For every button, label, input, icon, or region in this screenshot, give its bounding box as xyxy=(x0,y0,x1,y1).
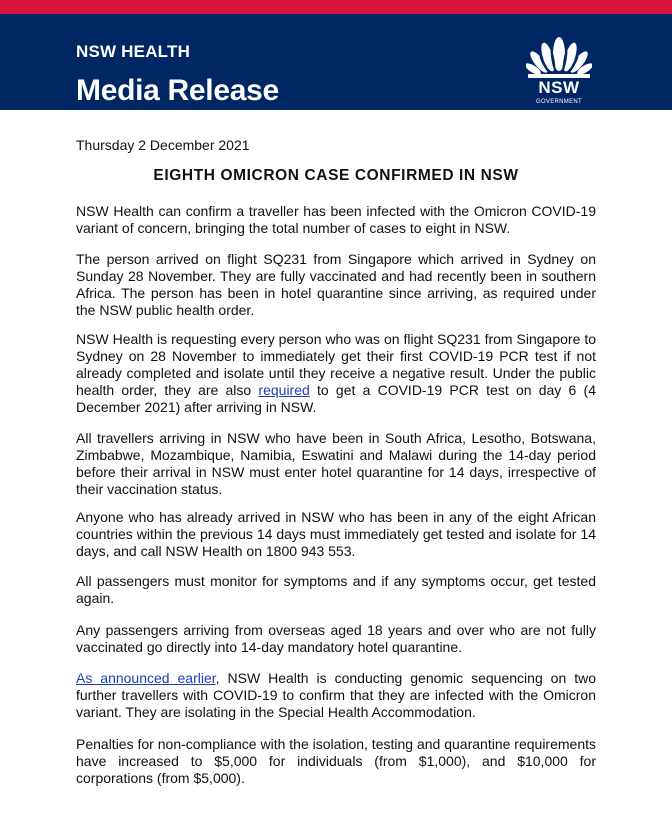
paragraph-6: All passengers must monitor for symptoms and if any symptoms occur, get tested again. xyxy=(76,573,596,606)
paragraph-9: Penalties for non-compliance with the isolation, testing and quarantine requirements have increased to $5,000 for individuals (from $1,000), and $10,000 for corporations (from $5,000). xyxy=(76,736,596,786)
paragraph-7: Any passengers arriving from overseas aged 18 years and over who are not fully vaccinated go directly into 14-day mandatory hotel quarantine. xyxy=(76,622,596,655)
paragraph-8 xyxy=(76,670,596,721)
logo-nsw-text: NSW xyxy=(538,78,580,97)
paragraph-5: Anyone who has already arrived in NSW who has been in any of the eight African countries within the previous 14 days must immediately get tested and isolate for 14 days, and call NSW Health on 1800 943 553. xyxy=(76,509,596,559)
paragraph-3-text-start: NSW Health is requesting every person who was on flight SQ231 from Singapore to Sydney on 28 November to immediately get their first COVID-19 PCR test if not already completed and isolate until they receive a negative result. Under the public health order, they are also xyxy=(76,331,596,398)
waratah-icon xyxy=(526,32,592,78)
paragraph-3-text-end: to get a COVID-19 PCR test on day 6 (4 December 2021) after arriving in NSW. xyxy=(76,382,596,415)
headline: EIGHTH OMICRON CASE CONFIRMED IN NSW xyxy=(153,167,519,184)
page-title: Media Release xyxy=(76,74,279,107)
top-red-stripe xyxy=(0,0,672,14)
paragraph-8-text: , NSW Health is conducting genomic sequencing on two further travellers with COVID-19 to confirm that they are infected with the Omicron variant. They are isolating in the Special Health Accommodation. xyxy=(76,670,596,720)
release-date: Thursday 2 December 2021 xyxy=(76,137,250,153)
logo-government-text: GOVERNMENT xyxy=(535,99,582,105)
paragraph-3 xyxy=(76,331,596,416)
org-name: NSW HEALTH xyxy=(76,42,191,61)
header-banner xyxy=(0,14,672,110)
nsw-government-logo xyxy=(526,32,592,116)
announced-earlier-link[interactable]: As announced earlier xyxy=(76,670,216,686)
paragraph-2: The person arrived on flight SQ231 from Singapore which arrived in Sydney on Sunday 28 November. They are fully vaccinated and had recently been in southern Africa. The person has been in hotel quarantine since arriving, as required under the NSW public health order. xyxy=(76,251,596,318)
paragraph-1: NSW Health can confirm a traveller has been infected with the Omicron COVID-19 variant of concern, bringing the total number of cases to eight in NSW. xyxy=(76,203,596,236)
paragraph-4: All travellers arriving in NSW who have been in South Africa, Lesotho, Botswana, Zimbabwe, Mozambique, Namibia, Eswatini and Malawi during the 14-day period before their arrival in NSW must enter hotel quarantine for 14 days, irrespective of their vaccination status. xyxy=(76,430,596,497)
required-link[interactable]: required xyxy=(258,382,310,398)
